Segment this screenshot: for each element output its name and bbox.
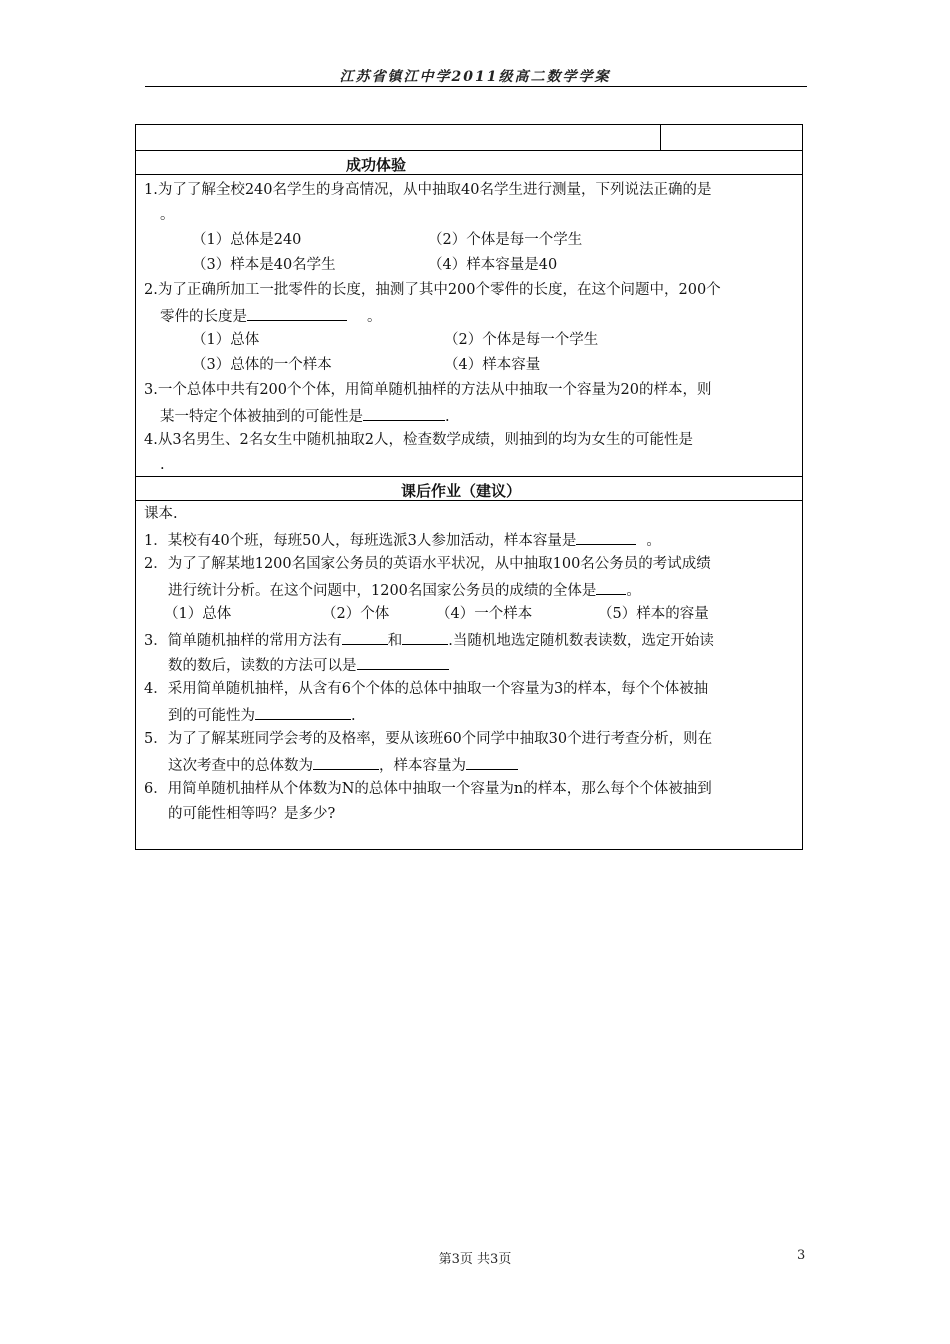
cell-divider	[660, 125, 661, 150]
hw-q6-line2: 的可能性相等吗？是多少?	[168, 806, 336, 822]
hw-q2-line2	[168, 580, 641, 600]
hw-q5-blank-1	[313, 755, 379, 770]
hw-q3-blank-3	[357, 655, 449, 670]
hw-q3-line2	[168, 655, 449, 675]
q3-line2-end: .	[445, 409, 450, 425]
hw-q2-option-1: （1）总体	[164, 606, 232, 622]
q3-line2	[160, 406, 450, 426]
hw-q2-blank	[596, 580, 626, 595]
worksheet-table	[135, 124, 803, 850]
hw-q4-blank	[255, 705, 351, 720]
hw-q3-text-mid: 和	[387, 633, 403, 649]
hw-q1-text: 1．某校有40个班，每班50人，每班选派3人参加活动，样本容量是	[144, 533, 577, 549]
q1-option-2: （2）个体是每一个学生	[428, 232, 583, 248]
hw-q4-line2-end: .	[351, 708, 356, 724]
q2-answer-blank	[247, 306, 347, 321]
hw-q1-blank	[576, 530, 636, 545]
q4-line2: .	[160, 457, 165, 473]
hw-q4-line1: 4．采用简单随机抽样，从含有6个个体的总体中抽取一个容量为3的样本，每个个体被抽	[144, 681, 709, 697]
hw-q5-line1: 5．为了了解某班同学会考的及格率，要从该班60个同学中抽取30个进行考查分析，则在	[144, 731, 713, 747]
section-body-success	[136, 175, 802, 477]
q2-line2-text: 零件的长度是	[160, 309, 247, 325]
q4-line1: 4.从3名男生、2名女生中随机抽取2人，检查数学成绩，则抽到的均为女生的可能性是	[144, 432, 694, 448]
section-heading-success: 成功体验	[346, 156, 407, 174]
q1-option-4: （4）样本容量是40	[428, 257, 558, 273]
hw-q4-line2	[168, 705, 356, 725]
hw-q1-end: 。	[646, 533, 661, 549]
hw-q3-blank-1	[342, 630, 388, 645]
hw-q3-text-pre: 3．简单随机抽样的常用方法有	[144, 633, 342, 649]
page-header-title: 江苏省镇江中学2011级高二数学学案	[339, 69, 611, 85]
footer-page-label: 第3页 共3页	[438, 1252, 512, 1267]
q2-option-4: （4）样本容量	[444, 357, 541, 373]
hw-q5-line2-text: 这次考查中的总体数为	[168, 758, 313, 774]
q3-line2-text: 某一特定个体被抽到的可能性是	[160, 409, 363, 425]
q1-line2: 。	[160, 207, 175, 223]
section-heading-homework: 课后作业（建议）	[401, 482, 522, 500]
q2-option-3: （3）总体的一个样本	[192, 357, 332, 373]
q2-line2	[160, 306, 382, 326]
section-body-homework	[136, 501, 802, 849]
q1-option-1: （1）总体是240	[192, 232, 302, 248]
hw-intro: 课本.	[144, 506, 178, 522]
hw-q2-line2-text: 进行统计分析。在这个问题中，1200名国家公务员的成绩的全体是	[168, 583, 597, 599]
hw-q2-line2-end: 。	[626, 583, 641, 599]
section-heading-row-success	[136, 151, 802, 175]
hw-q6-line1: 6．用简单随机抽样从个体数为N的总体中抽取一个容量为n的样本，那么每个个体被抽到	[144, 781, 712, 797]
table-top-row	[136, 125, 802, 151]
hw-q3-line1	[144, 630, 714, 650]
hw-q3-blank-2	[402, 630, 448, 645]
hw-q5-line2	[168, 755, 518, 775]
q2-option-2: （2）个体是每一个学生	[444, 332, 599, 348]
section-heading-row-homework	[136, 477, 802, 501]
hw-q2-line1: 2．为了了解某地1200名国家公务员的英语水平状况，从中抽取100名公务员的考试成绩	[144, 556, 711, 572]
q3-line1: 3.一个总体中共有200个个体，用简单随机抽样的方法从中抽取一个容量为20的样本，则	[144, 382, 712, 398]
hw-q3-line2-text: 数的数后，读数的方法可以是	[168, 658, 357, 674]
q2-line2-end: 。	[367, 309, 382, 325]
header-rule	[145, 86, 807, 87]
footer-page-number: 3	[797, 1248, 806, 1263]
q1-line1: 1.为了了解全校240名学生的身高情况，从中抽取40名学生进行测量，下列说法正确的是	[144, 182, 712, 198]
hw-q5-line2-mid: ，样本容量为	[379, 758, 466, 774]
q3-answer-blank	[363, 406, 445, 421]
hw-q3-text-post: .当随机地选定随机数表读数，选定开始读	[448, 633, 714, 649]
hw-q2-option-2: （2）个体	[322, 606, 390, 622]
q2-line1: 2.为了正确所加工一批零件的长度，抽测了其中200个零件的长度，在这个问题中，200个	[144, 282, 721, 298]
hw-q2-option-3: （4）一个样本	[436, 606, 533, 622]
q2-option-1: （1）总体	[192, 332, 260, 348]
hw-q5-blank-2	[466, 755, 518, 770]
hw-q2-option-4: （5）样本的容量	[598, 606, 709, 622]
hw-q4-line2-text: 到的可能性为	[168, 708, 255, 724]
hw-q1	[144, 530, 661, 550]
q1-option-3: （3）样本是40名学生	[192, 257, 336, 273]
